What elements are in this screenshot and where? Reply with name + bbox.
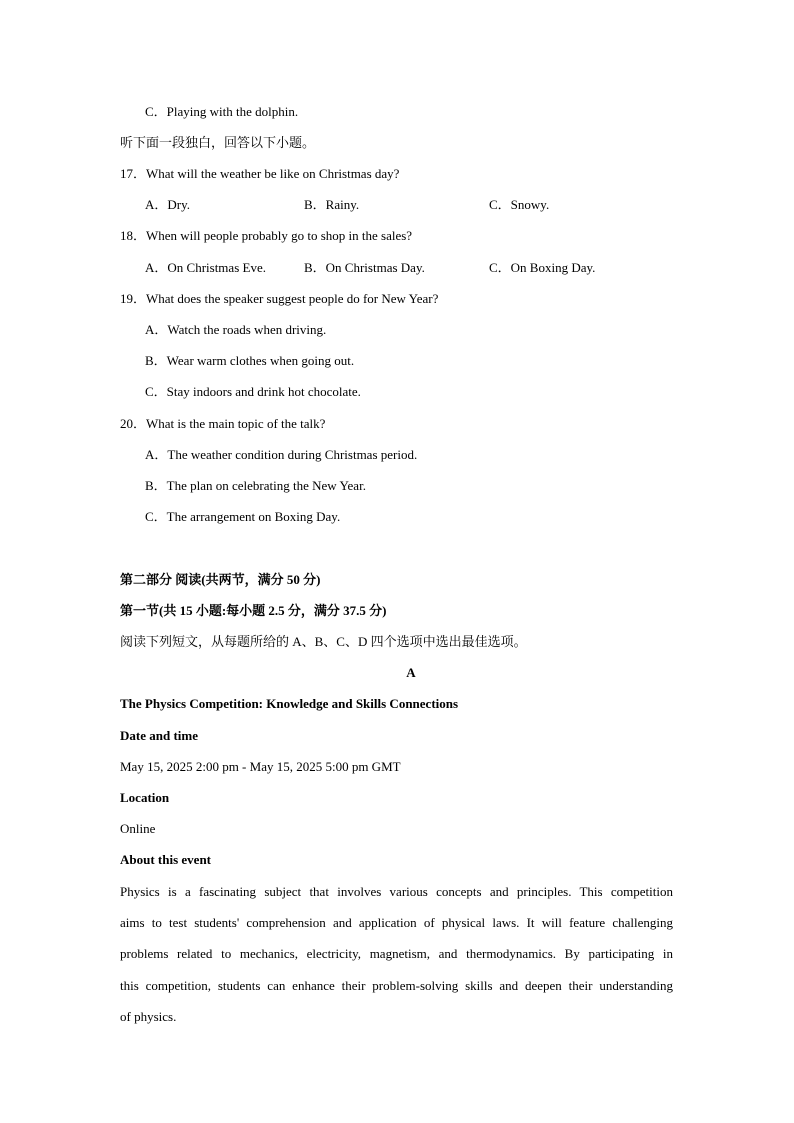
- about-line: this competition, students can enhance their problem-solving skills and deepen their understanding: [120, 977, 673, 993]
- about-paragraph: [120, 876, 673, 1032]
- q20-option-c: C．The arrangement on Boxing Day.: [145, 509, 341, 524]
- q17-option-a: A．Dry.: [145, 197, 191, 212]
- passage-letter: A: [406, 665, 416, 680]
- q16-option-c: C．Playing with the dolphin.: [145, 104, 299, 119]
- q18-option-c: C．On Boxing Day.: [489, 260, 596, 275]
- part-heading: 第二部分 阅读(共两节，满分 50 分): [120, 572, 321, 587]
- q19-option-a: A．Watch the roads when driving.: [145, 322, 327, 337]
- q19-option-b: B．Wear warm clothes when going out.: [145, 353, 355, 368]
- reading-instruction: 阅读下列短文，从每题所给的 A、B、C、D 四个选项中选出最佳选项。: [120, 634, 527, 649]
- q18-option-a: A．On Christmas Eve.: [145, 260, 266, 275]
- q18-question: 18．When will people probably go to shop in the sales?: [120, 228, 413, 243]
- date-label: Date and time: [120, 728, 198, 743]
- q17-question: 17．What will the weather be like on Christmas day?: [120, 166, 400, 181]
- passage-title: The Physics Competition: Knowledge and Skills Connections: [120, 696, 459, 711]
- q19-option-c: C．Stay indoors and drink hot chocolate.: [145, 384, 361, 399]
- about-line: problems related to mechanics, electricity, magnetism, and thermodynamics. By participating in: [120, 946, 673, 962]
- about-line: of physics.: [120, 1008, 177, 1024]
- q20-option-a: A．The weather condition during Christmas period.: [145, 447, 418, 462]
- q20-question: 20．What is the main topic of the talk?: [120, 416, 326, 431]
- section-heading: 第一节(共 15 小题:每小题 2.5 分，满分 37.5 分): [120, 603, 387, 618]
- q20-option-b: B．The plan on celebrating the New Year.: [145, 478, 366, 493]
- location-value: Online: [120, 821, 156, 836]
- location-label: Location: [120, 790, 170, 805]
- about-label: About this event: [120, 852, 212, 867]
- about-line: Physics is a fascinating subject that involves various concepts and principles. This competition: [120, 884, 673, 899]
- date-value: May 15, 2025 2:00 pm - May 15, 2025 5:00 pm GMT: [120, 759, 401, 774]
- q17-option-c: C．Snowy.: [489, 197, 550, 212]
- monologue-instruction: 听下面一段独白，回答以下小题。: [120, 135, 316, 150]
- about-line: aims to test students' comprehension and application of physical laws. It will feature challenging: [120, 915, 673, 931]
- q17-option-b: B．Rainy.: [304, 197, 360, 212]
- q18-option-b: B．On Christmas Day.: [304, 260, 425, 275]
- q19-question: 19．What does the speaker suggest people do for New Year?: [120, 291, 439, 306]
